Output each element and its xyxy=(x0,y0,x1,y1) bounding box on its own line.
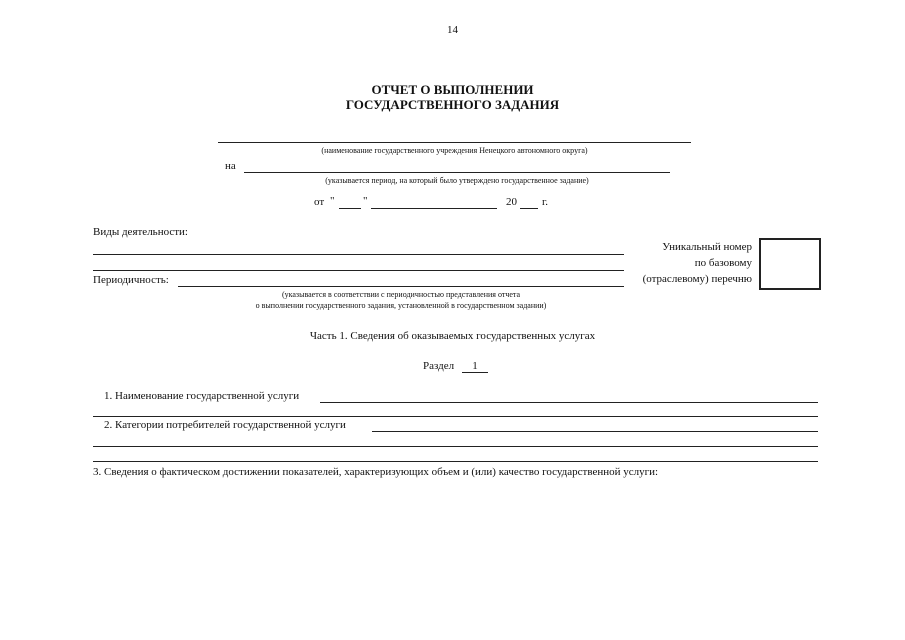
date-year-suffix: г. xyxy=(542,196,549,208)
page-number: 14 xyxy=(447,24,458,36)
activities-field-2[interactable] xyxy=(93,270,624,271)
section-number-underline xyxy=(462,372,488,373)
unique-number-line3: (отраслевому) перечню xyxy=(642,273,752,285)
unique-number-line1: Уникальный номер xyxy=(662,241,752,253)
item1-field-2[interactable] xyxy=(93,416,818,417)
activities-field-1[interactable] xyxy=(93,254,624,255)
institution-hint: (наименование государственного учреждения Ненецкого автономного округа) xyxy=(321,146,588,155)
date-year-field[interactable] xyxy=(520,208,538,209)
activities-label: Виды деятельности: xyxy=(93,226,188,238)
date-month-field[interactable] xyxy=(371,208,497,209)
period-field[interactable] xyxy=(244,172,670,173)
date-quote-close: " xyxy=(363,195,368,207)
date-ot-label: от xyxy=(314,196,325,208)
part-heading: Часть 1. Сведения об оказываемых государственных услугах xyxy=(309,330,596,342)
date-quote-open: " xyxy=(330,195,335,207)
periodicity-field[interactable] xyxy=(178,286,624,287)
document-title-line2: ГОСУДАРСТВЕННОГО ЗАДАНИЯ xyxy=(345,97,560,112)
item1-label: 1. Наименование государственной услуги xyxy=(104,390,300,402)
unique-number-line2: по базовому xyxy=(694,257,752,269)
na-label: на xyxy=(225,160,236,172)
unique-number-box[interactable] xyxy=(759,238,821,290)
item3-label: 3. Сведения о фактическом достижении показателей, характеризующих объем и (или) качество государственной услуги: xyxy=(93,466,659,478)
section-number: 1 xyxy=(472,360,478,372)
date-year-prefix: 20 xyxy=(506,196,517,208)
periodicity-hint-line1: (указывается в соответствии с периодичностью представления отчета xyxy=(281,290,521,299)
periodicity-label: Периодичность: xyxy=(93,274,169,286)
period-hint: (указывается период, на который было утверждено государственное задание) xyxy=(325,176,589,185)
item2-field-3[interactable] xyxy=(93,461,818,462)
section-label: Раздел xyxy=(423,360,455,372)
periodicity-hint-line2: о выполнении государственного задания, установленной в государственном задании) xyxy=(255,301,547,310)
item2-label: 2. Категории потребителей государственной услуги xyxy=(104,419,346,431)
item2-field[interactable] xyxy=(372,431,818,432)
item1-field[interactable] xyxy=(320,402,818,403)
item2-field-2[interactable] xyxy=(93,446,818,447)
date-day-field[interactable] xyxy=(339,208,361,209)
institution-name-field[interactable] xyxy=(218,142,691,143)
document-title-line1: ОТЧЕТ О ВЫПОЛНЕНИИ xyxy=(371,82,534,97)
